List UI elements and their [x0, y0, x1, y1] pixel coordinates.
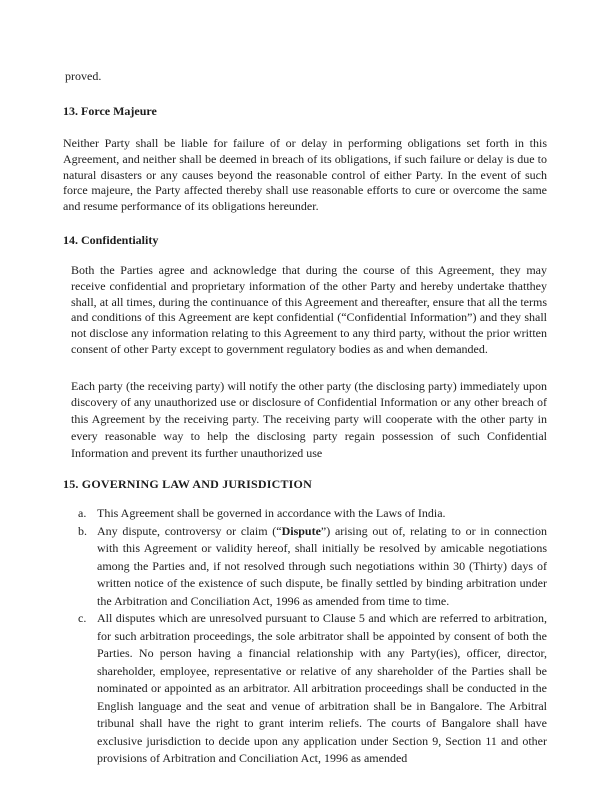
clause-list — [78, 505, 547, 768]
list-item — [78, 505, 547, 523]
paragraph: Neither Party shall be liable for failure of or delay in performing obligations set forth in this Agreement, and neither shall be deemed in breach of its obligations, if such failure or delay is due to natural disasters or any causes beyond the reasonable control of either Party. In the event of such force majeure, the Party affected thereby shall use reasonable efforts to cure or overcome the same and resume performance of its obligations hereunder. — [63, 136, 547, 214]
list-item — [78, 523, 547, 611]
section-force-majeure — [63, 103, 547, 215]
list-marker: a. — [78, 506, 87, 521]
section-heading: 15. GOVERNING LAW AND JURISDICTION — [63, 477, 312, 492]
section-heading: 14. Confidentiality — [63, 232, 159, 247]
list-item-text: All disputes which are unresolved pursuant to Clause 5 and which are referred to arbitration, for such arbitration proceedings, the sole arbitrator shall be appointed by consent of both the Parties. No person having a financial relationship with any Party(ies), officer, director, shareholder, employee, representative or relative of any shareholder of the Parties shall be nominated or appointed as an arbitrator. All arbitration proceedings shall be conducted in the English language and the seat and venue of arbitration shall be in Bangalore. The Arbitral tribunal shall have the right to grant interim reliefs. The courts of Bangalore shall have exclusive jurisdiction to decide upon any application under Section 9, Section 11 and other provisions of Arbitration and Conciliation Act, 1996 as amended — [97, 611, 547, 766]
section-heading: 13. Force Majeure — [63, 104, 157, 118]
sections-container — [63, 103, 547, 768]
list-marker: c. — [78, 611, 87, 626]
paragraph: Both the Parties agree and acknowledge that during the course of this Agreement, they may receive confidential and proprietary information of the other Party and hereby undertake thatthey shall, at all times, during the continuance of this Agreement and thereafter, ensure that all the terms and conditions of this Agreement are kept confidential (“Confidential Information”) and they shall not disclose any information relating to this Agreement to any third party, without the prior written consent of other Party except to government regulatory bodies as and when demanded. — [71, 262, 547, 356]
list-item-text: Any dispute, controversy or claim (“Dispute”) arising out of, relating to or in connection with this Agreement or validity hereof, shall initially be resolved by amicable negotiations among the Parties and, if not resolved through such negotiations within 30 (Thirty) days of written notice of the existence of such dispute, be finally settled by binding arbitration under the Arbitration and Conciliation Act, 1996 as amended from time to time. — [97, 523, 547, 608]
section-confidentiality — [63, 232, 547, 461]
section-governing-law — [63, 476, 547, 768]
paragraph: Each party (the receiving party) will notify the other party (the disclosing party) immediately upon discovery of any unauthorized use or disclosure of Confidential Information or any other breach of this Agreement by the receiving party. The receiving party will cooperate with the other party in every reasonable way to help the disclosing party regain possession of such Confidential Information and prevent its further unauthorized use — [71, 378, 547, 460]
list-marker: b. — [78, 523, 87, 538]
list-item-text: This Agreement shall be governed in accordance with the Laws of India. — [97, 506, 446, 521]
leading-paragraph: proved. — [65, 69, 102, 83]
list-item — [78, 610, 547, 768]
